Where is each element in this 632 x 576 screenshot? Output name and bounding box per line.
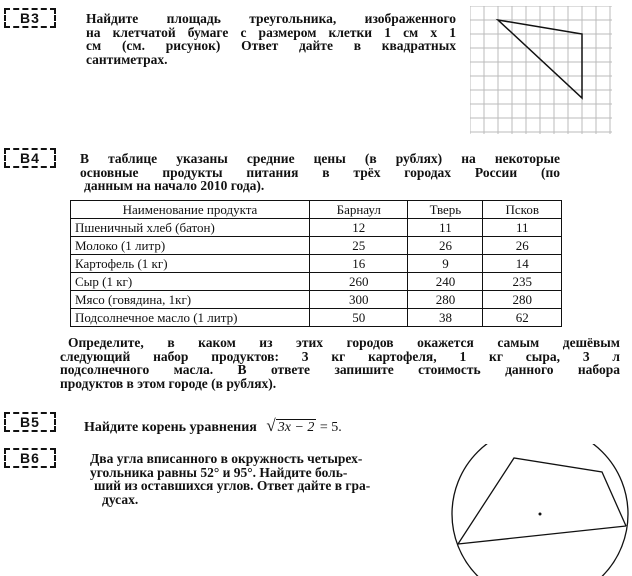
price-cell: 9 <box>408 255 483 273</box>
task-b5-label: B5 <box>4 412 56 432</box>
table-row <box>71 237 562 255</box>
inscribed-quadrilateral-figure <box>448 444 632 576</box>
price-cell: 26 <box>408 237 483 255</box>
task-b5-equation <box>84 416 342 436</box>
column-header: Тверь <box>408 201 483 219</box>
table-row <box>71 219 562 237</box>
task-b3-label: B3 <box>4 8 56 28</box>
task-b4-line: следующий набор продуктов: 3 кг картофеля, 1 кг сыра, 3 л <box>60 348 620 364</box>
radical-sign-icon: √ <box>266 416 276 435</box>
price-cell: 14 <box>483 255 562 273</box>
column-header: Псков <box>483 201 562 219</box>
price-cell: 300 <box>310 291 408 309</box>
price-cell: 26 <box>483 237 562 255</box>
column-header: Наименование продукта <box>71 201 310 219</box>
price-table <box>70 200 562 327</box>
price-cell: 11 <box>408 219 483 237</box>
radicand: 3x − 2 <box>277 420 315 435</box>
price-cell: 25 <box>310 237 408 255</box>
table-row <box>71 309 562 327</box>
task-b3-text <box>86 12 456 66</box>
price-cell: 62 <box>483 309 562 327</box>
task-b6-text <box>90 452 420 506</box>
table-row <box>71 273 562 291</box>
column-header: Барнаул <box>310 201 408 219</box>
table-header-row <box>71 201 562 219</box>
price-cell: 280 <box>483 291 562 309</box>
task-b4-line: подсолнечного масла. В ответе запишите стоимость данного набора <box>60 362 620 377</box>
circle-shape <box>452 444 628 576</box>
price-cell: 38 <box>408 309 483 327</box>
task-b4-line: Определите, в каком из этих городов окажется самым дешёвым <box>68 335 620 350</box>
price-cell: 16 <box>310 255 408 273</box>
task-b4-question <box>60 336 620 390</box>
task-b6-line: угольника равны 52° и 95°. Найдите боль- <box>90 464 348 480</box>
table-row <box>71 255 562 273</box>
product-cell: Мясо (говядина, 1кг) <box>71 291 310 309</box>
task-b6-label: B6 <box>4 448 56 468</box>
task-b4-line: основные продукты питания в трёх городах России (по <box>80 164 560 180</box>
task-b3-line: на клетчатой бумаге с размером клетки 1 см х 1 <box>86 24 456 40</box>
task-b6-line: Два угла вписанного в окружность четырех- <box>90 451 363 466</box>
product-cell: Подсолнечное масло (1 литр) <box>71 309 310 327</box>
product-cell: Сыр (1 кг) <box>71 273 310 291</box>
table-row <box>71 291 562 309</box>
price-cell: 12 <box>310 219 408 237</box>
grid-triangle-figure <box>470 6 612 134</box>
task-b3-line: сантиметрах. <box>86 51 168 67</box>
task-b5-text: Найдите корень уравнения <box>84 420 257 435</box>
quadrilateral-shape <box>458 458 626 544</box>
price-cell: 240 <box>408 273 483 291</box>
task-b3-line: см (см. рисунок) Ответ дайте в квадратных <box>86 38 456 53</box>
equation-rhs: = 5. <box>319 420 342 435</box>
task-b3-line: Найдите площадь треугольника, изображенного <box>86 11 456 26</box>
task-b4-line: продуктов в этом городе (в рублях). <box>60 375 277 391</box>
task-b6-line: ший из оставшихся углов. Ответ дайте в гра- <box>94 478 371 493</box>
price-cell: 260 <box>310 273 408 291</box>
price-cell: 11 <box>483 219 562 237</box>
quadrilateral-side <box>458 526 626 544</box>
price-cell: 280 <box>408 291 483 309</box>
price-cell: 50 <box>310 309 408 327</box>
circle-center-dot <box>539 513 542 516</box>
product-cell: Пшеничный хлеб (батон) <box>71 219 310 237</box>
task-b6-line: дусах. <box>102 491 139 507</box>
task-b4-intro <box>80 152 560 193</box>
product-cell: Картофель (1 кг) <box>71 255 310 273</box>
square-root-expression <box>266 416 316 436</box>
task-b4-line: данным на начало 2010 года). <box>84 178 265 193</box>
product-cell: Молоко (1 литр) <box>71 237 310 255</box>
price-cell: 235 <box>483 273 562 291</box>
task-b4-line: В таблице указаны средние цены (в рублях) на некоторые <box>80 151 560 166</box>
task-b4-label: B4 <box>4 148 56 168</box>
